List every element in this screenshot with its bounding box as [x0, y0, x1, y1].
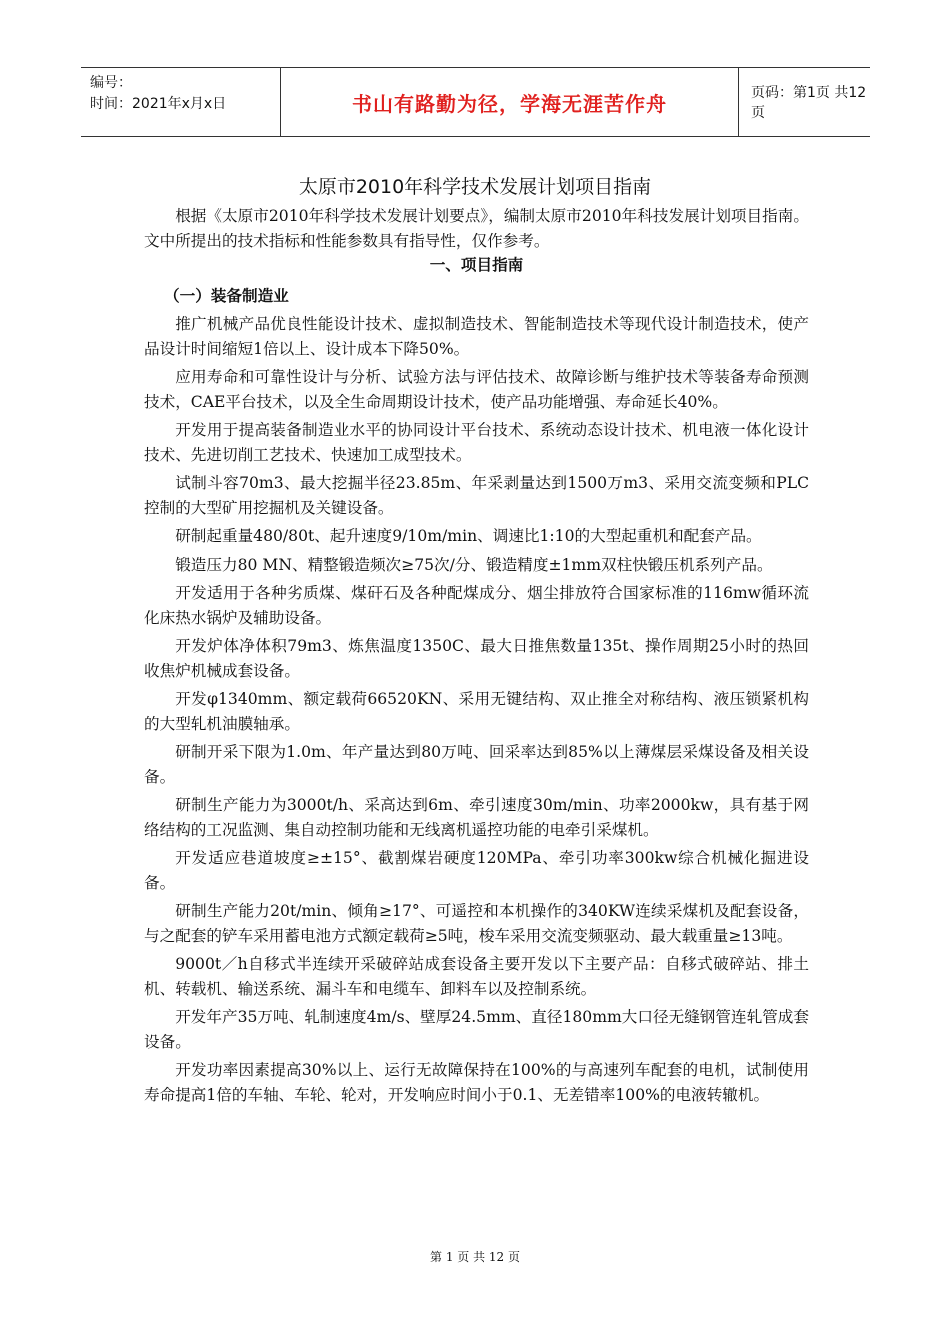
header-table — [81, 67, 870, 137]
paragraph: 开发年产35万吨、轧制速度4m/s、壁厚24.5mm、直径180mm大口径无缝钢管连轧管成套设备。 — [144, 1008, 809, 1051]
motto-text: 书山有路勤为径，学海无涯苦作舟 — [352, 91, 667, 116]
header-page-cell — [739, 68, 870, 136]
paragraph: 研制生产能力为3000t/h、采高达到6m、牵引速度30m/min、功率2000kw，具有基于网络结构的工况监测、集自动控制功能和无线离机遥控功能的电牵引采煤机。 — [144, 796, 809, 839]
paragraph: 开发功率因素提高30%以上、运行无故障保持在100%的与高速列车配套的电机，试制使用寿命提高1倍的车轴、车轮、轮对，开发响应时间小于0.1、无差错率100%的电液转辙机。 — [144, 1061, 809, 1104]
paragraph: 开发适应巷道坡度≥±15°、截割煤岩硬度120MPa、牵引功率300kw综合机械化掘进设备。 — [144, 849, 809, 892]
document-body — [144, 204, 809, 1107]
document-date-label: 时间：2021年x月x日 — [90, 96, 227, 112]
header-meta-cell — [81, 68, 281, 136]
paragraph: 应用寿命和可靠性设计与分析、试验方法与评估技术、故障诊断与维护技术等装备寿命预测技术，CAE平台技术，以及全生命周期设计技术，使产品功能增强、寿命延长40%。 — [144, 368, 809, 411]
paragraph: 锻造压力80 MN、精整锻造频次≥75次/分、锻造精度±1mm双柱快锻压机系列产品。 — [175, 555, 773, 574]
paragraph: 推广机械产品优良性能设计技术、虚拟制造技术、智能制造技术等现代设计制造技术，使产品设计时间缩短1倍以上、设计成本下降50%。 — [144, 315, 809, 358]
paragraph: 研制开采下限为1.0m、年产量达到80万吨、回采率达到85%以上薄煤层采煤设备及相关设备。 — [144, 743, 809, 786]
document-number-label: 编号： — [90, 75, 132, 91]
page-footer: 第 1 页 共 12 页 — [430, 1250, 520, 1264]
section-heading: 一、项目指南 — [429, 256, 524, 274]
paragraph: 9000t／h自移式半连续开采破碎站成套设备主要开发以下主要产品：自移式破碎站、排土机、转载机、输送系统、漏斗车和电缆车、卸料车以及控制系统。 — [144, 955, 809, 998]
header-motto-cell — [281, 68, 739, 136]
paragraph: 研制起重量480/80t、起升速度9/10m/min、调速比1:10的大型起重机和配套产品。 — [175, 527, 762, 545]
paragraph: 开发φ1340mm、额定载荷66520KN、采用无键结构、双止推全对称结构、液压锁紧机构的大型轧机油膜轴承。 — [144, 690, 809, 733]
intro-paragraph: 根据《太原市2010年科学技术发展计划要点》，编制太原市2010年科技发展计划项目指南。文中所提出的技术指标和性能参数具有指导性，仅作参考。 — [144, 207, 809, 250]
document-title: 太原市2010年科学技术发展计划项目指南 — [298, 176, 652, 198]
paragraph: 开发炉体净体积79m3、炼焦温度1350C、最大日推焦数量135t、操作周期25小时的热回收焦炉机械成套设备。 — [144, 637, 809, 680]
subsection-heading: （一）装备制造业 — [164, 286, 289, 305]
paragraph: 试制斗容70m3、最大挖掘半径23.85m、年采剥量达到1500万m3、采用交流变频和PLC控制的大型矿用挖掘机及关键设备。 — [144, 474, 809, 517]
page-number-label: 页码：第1页 共12页 — [751, 85, 867, 121]
paragraph: 开发用于提高装备制造业水平的协同设计平台技术、系统动态设计技术、机电液一体化设计技术、先进切削工艺技术、快速加工成型技术。 — [144, 421, 809, 464]
paragraph: 研制生产能力20t/min、倾角≥17°、可遥控和本机操作的340KW连续采煤机及配套设备，与之配套的铲车采用蓄电池方式额定载荷≥5吨，梭车采用交流变频驱动、最大载重量≥13吨。 — [144, 902, 809, 945]
paragraph: 开发适用于各种劣质煤、煤矸石及各种配煤成分、烟尘排放符合国家标准的116mw循环流化床热水锅炉及辅助设备。 — [144, 584, 809, 627]
